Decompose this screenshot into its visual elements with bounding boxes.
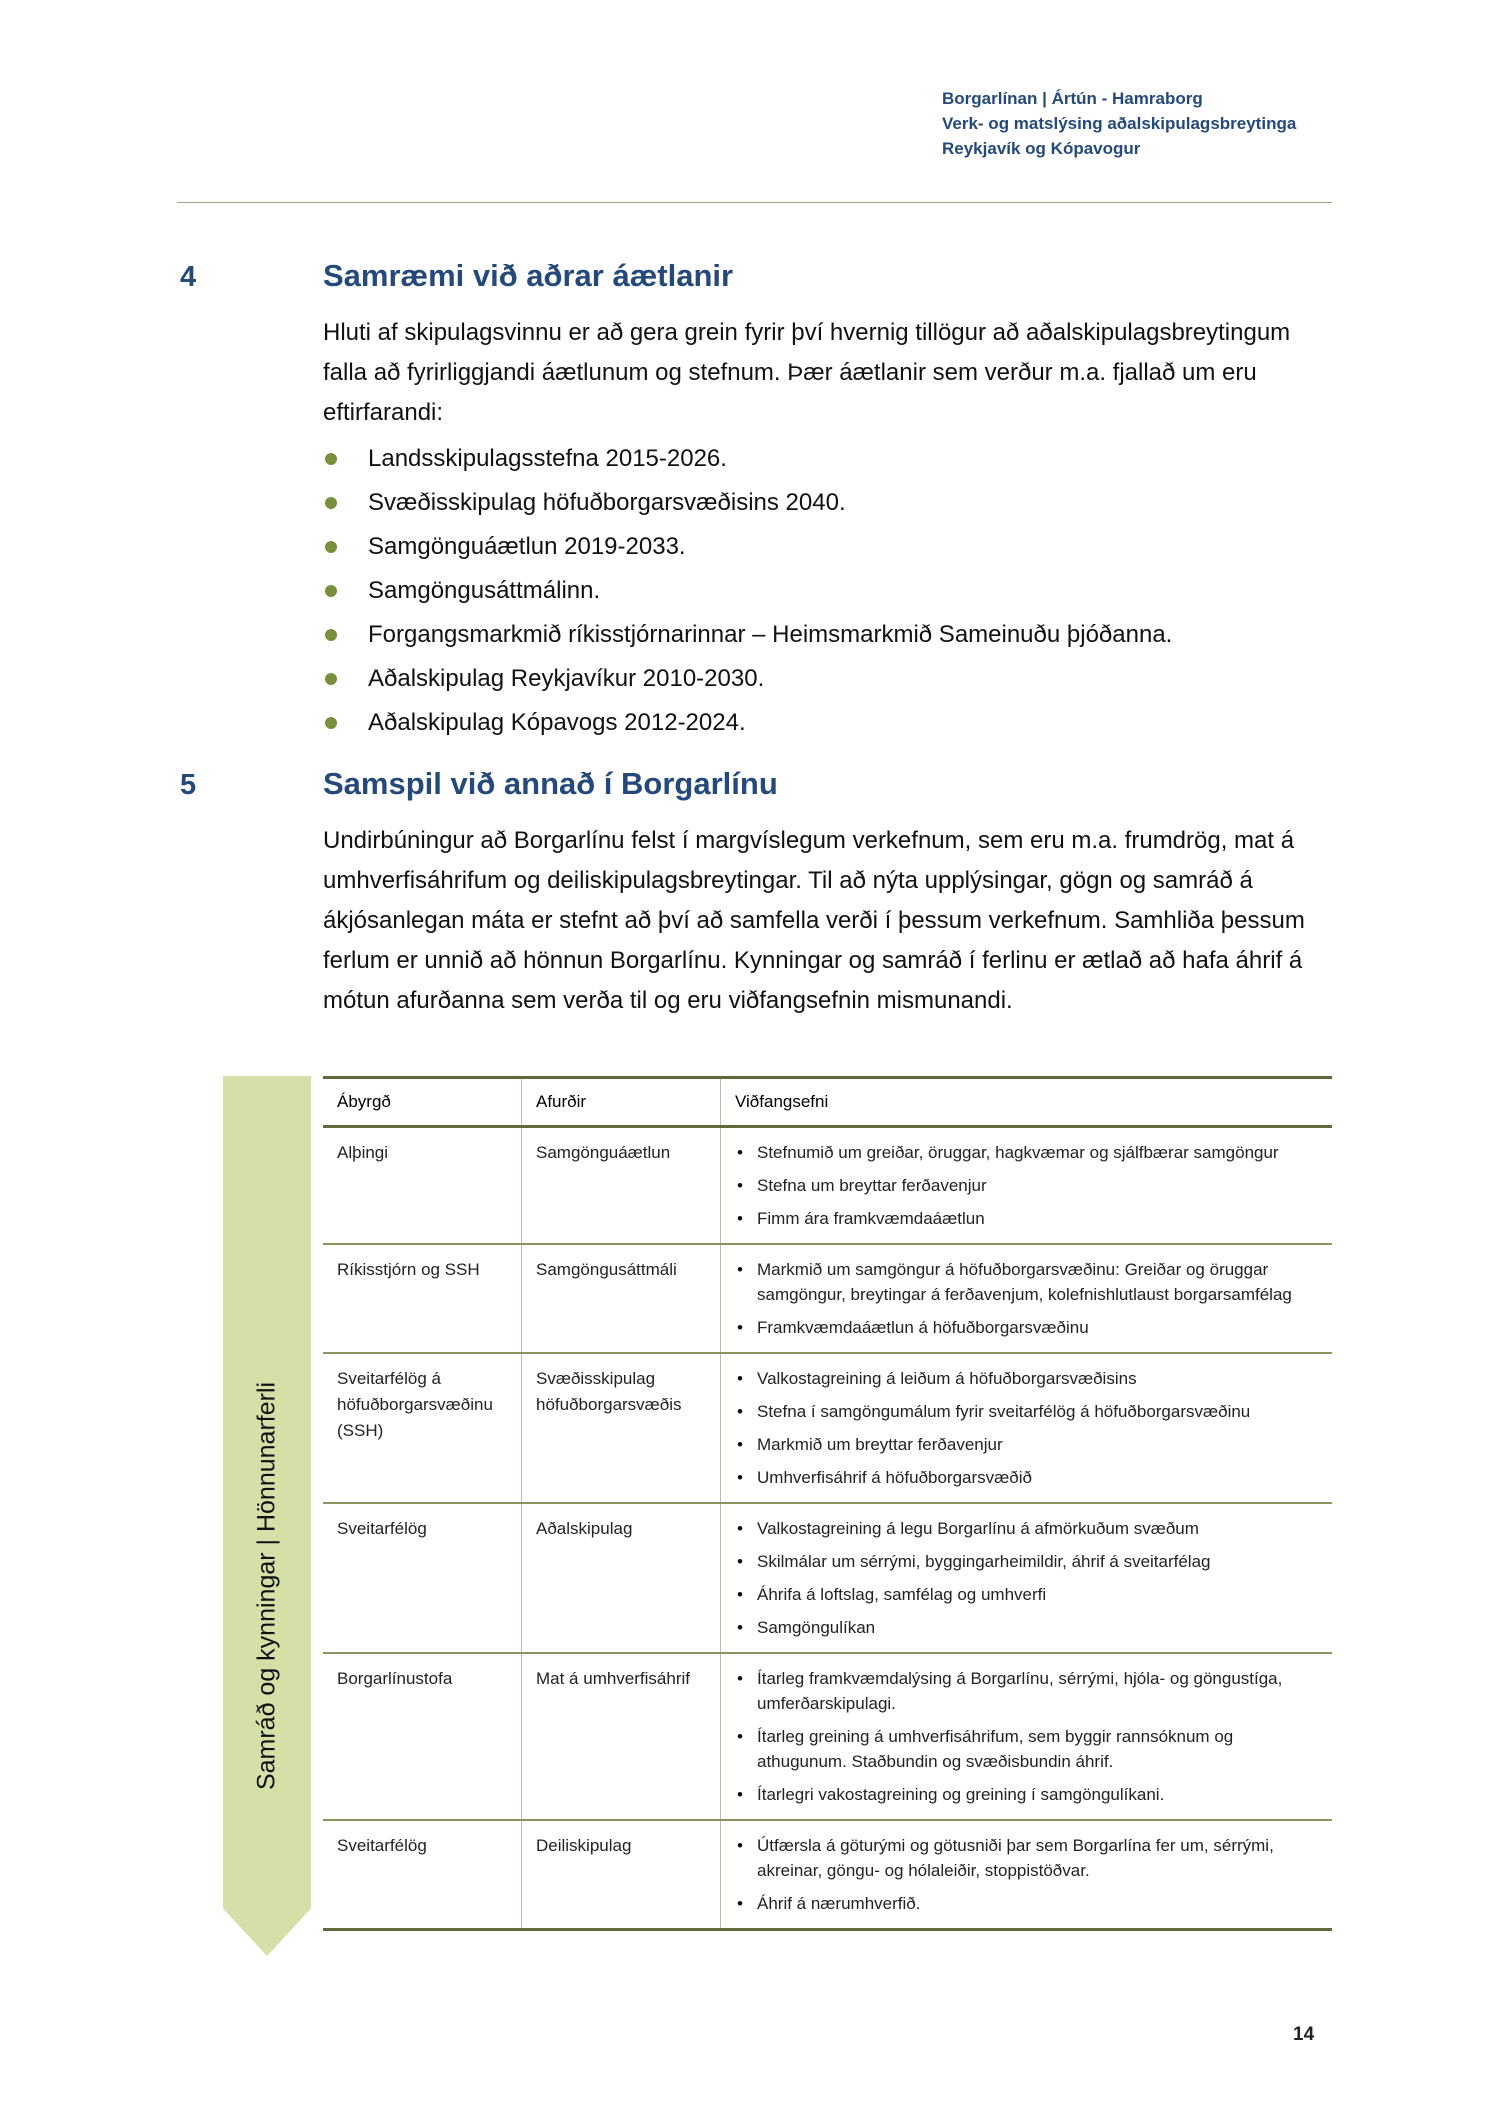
cell-topics — [721, 1653, 1333, 1820]
header-topics: Viðfangsefni — [721, 1078, 1333, 1127]
topic-item: • Skilmálar um sérrými, byggingarheimildir, áhrif á sveitarfélag — [735, 1549, 1318, 1574]
cell-responsible: Alþingi — [323, 1127, 522, 1245]
cell-topics — [721, 1353, 1333, 1503]
header-subtitle: Verk- og matslýsing aðalskipulagsbreytinga — [942, 114, 1297, 133]
cell-output: Aðalskipulag — [522, 1503, 721, 1653]
header-responsible: Ábyrgð — [323, 1078, 522, 1127]
section-4-number: 4 — [180, 261, 197, 293]
header-outputs: Afurðir — [522, 1078, 721, 1127]
bullet-icon — [325, 673, 337, 685]
topic-item: • Ítarleg greining á umhverfisáhrifum, sem byggir rannsóknum og athugunum. Staðbundin og svæðisbundin áhrif. — [735, 1724, 1318, 1774]
header-divider — [177, 202, 1332, 203]
cell-topics — [721, 1820, 1333, 1930]
header-municipalities: Reykjavík og Kópavogur — [942, 139, 1141, 158]
table-row — [323, 1244, 1332, 1353]
cell-output: Samgöngusáttmáli — [522, 1244, 721, 1353]
header-project: Borgarlínan | Ártún - Hamraborg — [942, 89, 1203, 108]
topic-item: • Útfærsla á göturými og götusniði þar sem Borgarlína fer um, sérrými, akreinar, göngu- og hólaleiðir, stoppistöðvar. — [735, 1833, 1318, 1883]
topic-item: • Ítarleg framkvæmdalýsing á Borgarlínu, sérrými, hjóla- og göngustíga, umferðarskipulagi. — [735, 1666, 1318, 1716]
plans-list — [323, 437, 1172, 745]
cell-responsible: Borgarlínustofa — [323, 1653, 522, 1820]
list-item: Samgönguáætlun 2019-2033. — [323, 525, 1172, 569]
section-4-title: Samræmi við aðrar áætlanir — [323, 258, 734, 293]
list-item: Forgangsmarkmið ríkisstjórnarinnar – Heimsmarkmið Sameinuðu þjóðanna. — [323, 613, 1172, 657]
cell-topics — [721, 1244, 1333, 1353]
table-row — [323, 1503, 1332, 1653]
table-row — [323, 1353, 1332, 1503]
list-item: Aðalskipulag Reykjavíkur 2010-2030. — [323, 657, 1172, 701]
cell-output: Deiliskipulag — [522, 1820, 721, 1930]
topic-item: • Markmið um breyttar ferðavenjur — [735, 1432, 1318, 1457]
topic-item: • Stefnumið um greiðar, öruggar, hagkvæmar og sjálfbærar samgöngur — [735, 1140, 1318, 1165]
topic-item: • Valkostagreining á leiðum á höfuðborgarsvæðisins — [735, 1366, 1318, 1391]
topic-item: • Samgöngulíkan — [735, 1615, 1318, 1640]
table-header-row — [323, 1078, 1332, 1127]
topic-item: • Stefna um breyttar ferðavenjur — [735, 1173, 1318, 1198]
document-header — [942, 86, 1296, 161]
cell-responsible: Ríkisstjórn og SSH — [323, 1244, 522, 1353]
list-item: Svæðisskipulag höfuðborgarsvæðisins 2040. — [323, 481, 1172, 525]
cell-output: Mat á umhverfisáhrif — [522, 1653, 721, 1820]
cell-output: Samgönguáætlun — [522, 1127, 721, 1245]
bullet-icon — [325, 453, 337, 465]
table-row — [323, 1127, 1332, 1245]
cell-topics — [721, 1503, 1333, 1653]
section-5-number: 5 — [180, 769, 197, 801]
topic-item: • Áhrif á nærumhverfið. — [735, 1891, 1318, 1916]
table-row — [323, 1820, 1332, 1930]
responsibility-table — [323, 1076, 1332, 1931]
bullet-icon — [325, 717, 337, 729]
bullet-icon — [325, 497, 337, 509]
topic-item: • Áhrifa á loftslag, samfélag og umhverfi — [735, 1582, 1318, 1607]
bullet-icon — [325, 541, 337, 553]
topic-item: • Stefna í samgöngumálum fyrir sveitarfélög á höfuðborgarsvæðinu — [735, 1399, 1318, 1424]
bullet-icon — [325, 585, 337, 597]
topic-item: • Valkostagreining á legu Borgarlínu á afmörkuðum svæðum — [735, 1516, 1318, 1541]
cell-output: Svæðisskipulag höfuðborgarsvæðis — [522, 1353, 721, 1503]
topic-item: • Umhverfisáhrif á höfuðborgarsvæðið — [735, 1465, 1318, 1490]
list-item: Samgöngusáttmálinn. — [323, 569, 1172, 613]
page-number: 14 — [1293, 2024, 1315, 2045]
topic-item: • Framkvæmdaáætlun á höfuðborgarsvæðinu — [735, 1315, 1318, 1340]
topic-item: • Markmið um samgöngur á höfuðborgarsvæðinu: Greiðar og öruggar samgöngur, breytingar á ferðavenjum, kolefnishlutlaust borgarsamfélag — [735, 1257, 1318, 1307]
list-item: Aðalskipulag Kópavogs 2012-2024. — [323, 701, 1172, 745]
cell-responsible: Sveitarfélög — [323, 1820, 522, 1930]
cell-topics — [721, 1127, 1333, 1245]
section-5-intro: Undirbúningur að Borgarlínu felst í margvíslegum verkefnum, sem eru m.a. frumdrög, mat á umhverfisáhrifum og deiliskipulagsbreytingar. Til að nýta upplýsingar, gögn og samráð á ákjósanlegan máta er stefnt að því að samfella verði í þessum verkefnum. Samhliða þessum ferlum er unnið að hönnun Borgarlínu. Kynningar og samráð í ferlinu er ætlað að hafa áhrif á mótun afurðanna sem verða til og eru viðfangsefnin mismunandi. — [323, 827, 1305, 1014]
section-5-title: Samspil við annað í Borgarlínu — [323, 766, 778, 801]
cell-responsible: Sveitarfélög — [323, 1503, 522, 1653]
cell-responsible: Sveitarfélög á höfuðborgarsvæðinu (SSH) — [323, 1353, 522, 1503]
section-4-intro: Hluti af skipulagsvinnu er að gera grein fyrir því hvernig tillögur að aðalskipulagsbreytingum falla að fyrirliggjandi áætlunum og stefnum. Þær áætlanir sem verður m.a. fjallað um eru eftirfarandi: — [323, 319, 1291, 426]
topic-item: • Fimm ára framkvæmdaáætlun — [735, 1206, 1318, 1231]
list-item: Landsskipulagsstefna 2015-2026. — [323, 437, 1172, 481]
bullet-icon — [325, 629, 337, 641]
topic-item: • Ítarlegri vakostagreining og greining í samgöngulíkani. — [735, 1782, 1318, 1807]
table-row — [323, 1653, 1332, 1820]
